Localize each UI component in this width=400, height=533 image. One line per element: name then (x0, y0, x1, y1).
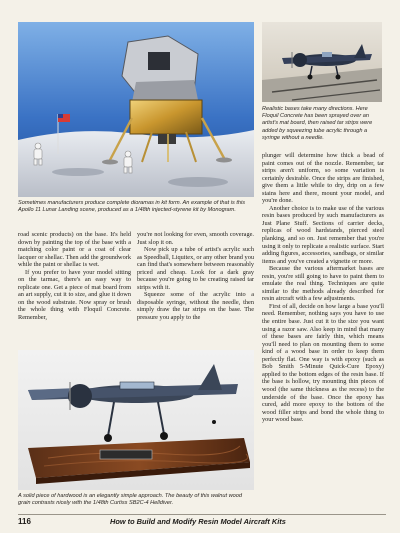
paragraph: Because the various aftermarket bases are resin, you're still going to have to paint them to emulate the real thing. Techniques are quite similar to the methods already described for resin aircraft with a few adjustments. (262, 265, 384, 303)
hellcat-photo (262, 22, 382, 102)
paragraph: Another choice is to make use of the various resin bases produced by such manufacturers as Just Plane Stuff. Sections of carrier decks, replicas of wood hardstands, pierced steel planking, and so on. Just remember that you're using it only to replicate a realistic surface. Start adding figures, accessories, sandbags, or similar items and you've created a vignette or more. (262, 204, 384, 265)
text-column-3 (262, 152, 384, 424)
paragraph: First of all, decide on how large a base you'll need. Remember, nothing says you have to use the entire base. Just cut it to the size you want using a razor saw. Also keep in mind that many of these bases are fairly thin, which means you'll need to plan on mounting them to some kind of a wood base in order to keep them perfectly flat. One way is with epoxy (such as Bob Smith 5-Minute Quick-Cure Epoxy) applied to the bottom edges of the resin base. If the base is hollow, try mounting thin pieces of wood (the same thickness as the recess) to the underside of the base. Once the epoxy has cured, add more epoxy to the bottom of the wood filler strips and bond the whole thing to your wood base. (262, 302, 384, 424)
paragraph: plunger will determine how thick a bead of paint comes out of the nozzle. Remember, tar strips aren't uniform, so some variation is certainly desirable. Once the strips are finished, give them a little while to dry, drip on a few stains here and there, mount your model, and you're done. (262, 152, 384, 205)
caption-helldiver: A solid piece of hardwood is an elegantly simple approach. The beauty of this walnut wood grain contrasts nicely with the 1/48th Curtiss SB2C-4 Helldiver. (18, 493, 242, 507)
running-title: How to Build and Modify Resin Model Aircraft Kits (110, 517, 286, 526)
lunar-lander-photo (18, 22, 254, 197)
text-column-1 (18, 231, 131, 322)
text-column-2 (137, 231, 254, 322)
paragraph: Now pick up a tube of artist's acrylic such as Speedball, Liquitex, or any other brand you can find that's somewhere between reasonably priced and cheap. Look for a dark gray because you're going to be creating raised tar strips with it. (137, 246, 254, 291)
page-number: 116 (18, 517, 31, 526)
paragraph: you're not looking for even, smooth coverage. Just slop it on. (137, 231, 254, 246)
paragraph: Squeeze some of the acrylic into a disposable syringe, without the needle, then simply draw the tar strips on the base. The pressure you apply to the (137, 291, 254, 322)
caption-hellcat: Realistic bases take many directions. Here Floquil Concrete has been sprayed over an artist's mat board, then raised tar strips were added by squeezing tube acrylic through a syringe without a needle. (262, 106, 373, 141)
caption-lunar-lander: Sometimes manufacturers produce complete dioramas in kit form. An example of that is this Apollo 11 Lunar Landing scene, produced as a 1/48th injected-styrene kit by Monogram. (18, 200, 246, 214)
paragraph: If you prefer to have your model sitting on the tarmac, there's an easy way to replicate one. Get a piece of mat board from an art supply, cut it to size, and glue it down on the wood substrate. Now spray or brush the whole thing with Floquil Concrete. Remember, (18, 268, 131, 322)
helldiver-photo (18, 350, 254, 490)
paragraph: road scenic products) on the base. It's held down by painting the top of the base with a matching color paint or a coat of clear lacquer or shellac. Then add the groundwork while the paint or shellac is wet. (18, 231, 131, 269)
footer-rule (18, 514, 386, 515)
